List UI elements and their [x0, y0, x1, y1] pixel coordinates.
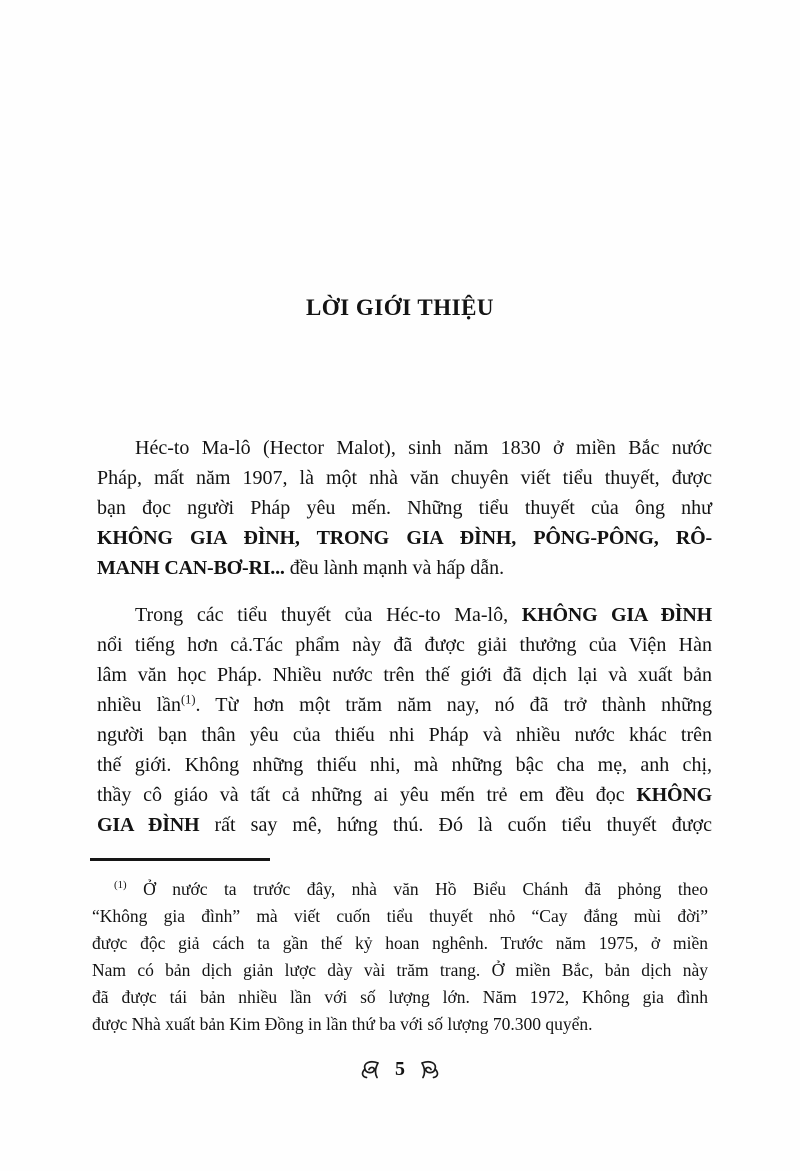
text-run: thế giới. Không những thiếu nhi, mà những bậc cha mẹ, anh chị,	[97, 754, 712, 776]
footnote-line	[92, 930, 708, 957]
text-run: lâm văn học Pháp. Nhiều nước trên thế giới đã dịch lại và xuất bản	[97, 664, 712, 686]
text-line	[97, 690, 712, 720]
page-title: LỜI GIỚI THIỆU	[305, 295, 495, 320]
footnote-line	[92, 957, 708, 984]
text-line	[97, 493, 712, 523]
text-line	[97, 720, 712, 750]
footnote-line	[92, 876, 708, 903]
footnote	[92, 876, 708, 1038]
page-footer	[0, 1058, 800, 1081]
page-number: 5	[395, 1058, 405, 1080]
text-line	[97, 523, 712, 553]
paragraph-1	[97, 433, 712, 583]
text-run: đều lành mạnh và hấp dẫn.	[284, 557, 505, 579]
text-run: Pháp, mất năm 1907, là một nhà văn chuyên viết tiểu thuyết, được	[97, 467, 712, 489]
book-title-run: GIA ĐÌNH	[97, 814, 200, 836]
text-run: bạn đọc người Pháp yêu mến. Những tiểu thuyết của ông như	[97, 497, 712, 519]
text-run: “Không gia đình” mà viết cuốn tiểu thuyết nhỏ “Cay đắng mùi đời”	[92, 906, 708, 926]
text-line	[97, 600, 712, 630]
footnote-reference: (1)	[181, 692, 196, 707]
book-title-run: KHÔNG GIA ĐÌNH	[521, 604, 712, 626]
book-title-run: KHÔNG	[636, 784, 712, 806]
footnote-line	[92, 903, 708, 930]
book-title-run: KHÔNG GIA ĐÌNH, TRONG GIA ĐÌNH, PÔNG-PÔNG, RÔ-	[97, 527, 712, 549]
text-run: người bạn thân yêu của thiếu nhi Pháp và nhiều nước khác trên	[97, 724, 712, 746]
text-line	[97, 780, 712, 810]
text-run: nhiều lần	[97, 694, 182, 716]
paragraph-2	[97, 600, 712, 840]
text-run: nổi tiếng hơn cả.Tác phẩm này đã được giải thưởng của Viện Hàn	[97, 634, 712, 656]
text-line	[97, 433, 712, 463]
text-run: Ở nước ta trước đây, nhà văn Hồ Biểu Chánh đã phỏng theo	[126, 879, 708, 899]
text-line	[97, 630, 712, 660]
footnote-line	[92, 1011, 708, 1038]
book-title-run: MANH CAN-BƠ-RI...	[97, 557, 285, 579]
footnote-separator-rule	[90, 858, 270, 861]
text-run: được độc giả cách ta gần thế kỷ hoan nghênh. Trước năm 1975, ở miền	[92, 933, 708, 953]
text-run: . Từ hơn một trăm năm nay, nó đã trở thành những	[195, 694, 712, 716]
text-run: thầy cô giáo và tất cả những ai yêu mến trẻ em đều đọc	[97, 784, 637, 806]
text-run: Nam có bản dịch giản lược dày vài trăm trang. Ở miền Bắc, bản dịch này	[92, 960, 708, 980]
fleuron-left-icon	[357, 1060, 383, 1080]
text-line	[97, 750, 712, 780]
footnote-line	[92, 984, 708, 1011]
text-run: Héc-to Ma-lô (Hector Malot), sinh năm 1830 ở miền Bắc nước	[135, 437, 712, 459]
text-line	[97, 660, 712, 690]
text-run: đã được tái bản nhiều lần với số lượng lớn. Năm 1972, Không gia đình	[92, 987, 708, 1007]
text-run: Trong các tiểu thuyết của Héc-to Ma-lô,	[135, 604, 522, 626]
footnote-marker: (1)	[114, 879, 127, 892]
text-line	[97, 810, 712, 840]
text-run: rất say mê, hứng thú. Đó là cuốn tiểu thuyết được	[199, 814, 712, 836]
text-line	[97, 553, 712, 583]
text-line	[97, 463, 712, 493]
fleuron-right-icon	[417, 1060, 443, 1080]
text-run: được Nhà xuất bản Kim Đồng in lần thứ ba với số lượng 70.300 quyển.	[92, 1014, 593, 1034]
